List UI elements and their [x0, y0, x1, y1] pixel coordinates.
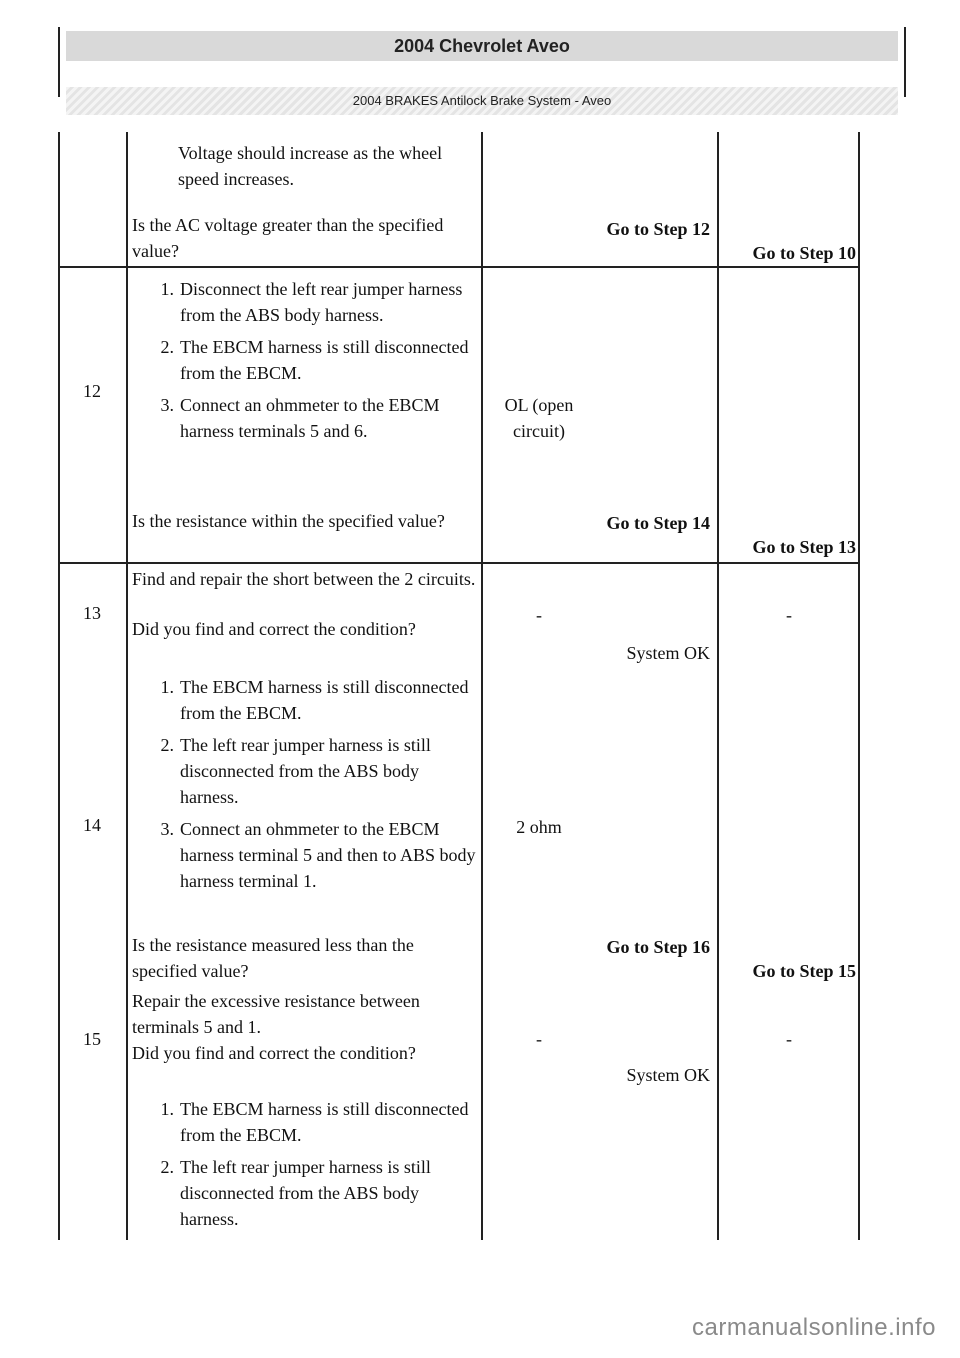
step15-number: 15: [83, 1029, 101, 1049]
step14-value: 2 ohm: [516, 817, 562, 837]
step16-list: [132, 1096, 477, 1232]
step16-instructions: [132, 1096, 477, 1238]
step15-question: Did you find and correct the condition?: [132, 1043, 416, 1063]
step11-yes-action: Go to Step 12: [606, 219, 710, 239]
step13-no-action: -: [786, 605, 792, 625]
step14-yes-action: Go to Step 16: [606, 937, 710, 957]
step12-list: [132, 276, 477, 444]
step12-value: OL (open circuit): [504, 395, 574, 441]
document-subtitle: 2004 BRAKES Antilock Brake System - Aveo: [352, 93, 612, 108]
site-watermark: carmanualsonline.info: [692, 1314, 936, 1341]
list-item: 1. The EBCM harness is still disconnected from the EBCM.: [160, 1099, 469, 1145]
step13-yes-action: System OK: [626, 643, 710, 663]
step12-number: 12: [83, 381, 101, 401]
step15-yes-action: System OK: [626, 1065, 710, 1085]
step13-number: 13: [83, 603, 101, 623]
list-item: 3. Connect an ohmmeter to the EBCM harness terminals 5 and 6.: [160, 395, 440, 441]
list-item: 1. The EBCM harness is still disconnected from the EBCM.: [160, 677, 469, 723]
step15-no-action: -: [786, 1029, 792, 1049]
step14-list: [132, 674, 477, 894]
step14-question: Is the resistance measured less than the specified value?: [132, 935, 414, 981]
step15-value: -: [536, 1029, 542, 1049]
step12-question: Is the resistance within the specified value?: [132, 511, 445, 531]
step11-no-action: Go to Step 10: [752, 243, 856, 263]
step12-instructions: [132, 276, 477, 450]
list-item: 2. The left rear jumper harness is still disconnected from the ABS body harness.: [160, 1157, 431, 1229]
list-item: 2. The EBCM harness is still disconnected from the EBCM.: [160, 337, 469, 383]
step14-instructions: [132, 674, 477, 900]
document-header: [58, 27, 906, 108]
step11-question: Is the AC voltage greater than the specified value?: [132, 215, 444, 261]
step11-note: Voltage should increase as the wheel speed increases.: [178, 143, 443, 189]
step13-value: -: [536, 605, 542, 625]
document-subtitle-bar: [66, 87, 898, 115]
step12-no-action: Go to Step 13: [752, 537, 856, 557]
list-item: 1. Disconnect the left rear jumper harness from the ABS body harness.: [160, 279, 463, 325]
step14-number: 14: [83, 815, 101, 835]
step15-instruction: Repair the excessive resistance between terminals 5 and 1.: [132, 991, 420, 1037]
step13-question: Did you find and correct the condition?: [132, 619, 416, 639]
step14-no-action: Go to Step 15: [752, 961, 856, 981]
step12-yes-action: Go to Step 14: [606, 513, 710, 533]
step13-instruction: Find and repair the short between the 2 circuits.: [132, 569, 476, 589]
list-item: 3. Connect an ohmmeter to the EBCM harness terminal 5 and then to ABS body harness terminal 1.: [160, 819, 476, 891]
document-title: 2004 Chevrolet Aveo: [66, 31, 898, 61]
list-item: 2. The left rear jumper harness is still disconnected from the ABS body harness.: [160, 735, 431, 807]
